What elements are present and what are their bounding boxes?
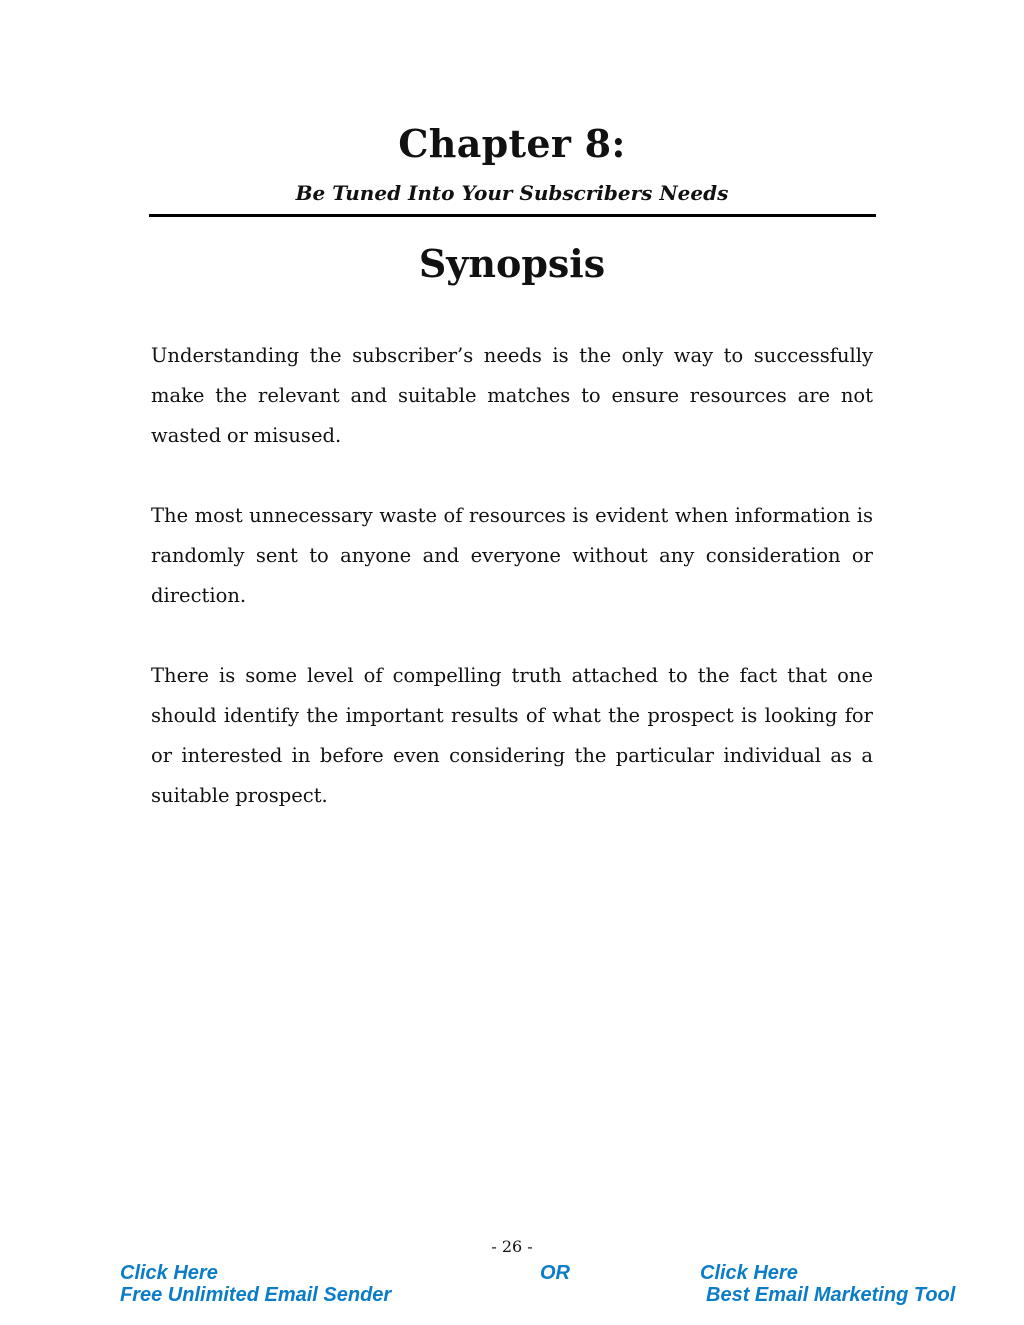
footer-email-marketing-tool-link[interactable]: Best Email Marketing Tool [706, 1284, 956, 1306]
paragraph: Understanding the subscriber’s needs is the only way to successfully make the relevant and suitable matches to ensure resources are not wasted or misused. [151, 344, 873, 447]
title-divider [149, 214, 876, 217]
chapter-subtitle: Be Tuned Into Your Subscribers Needs [295, 181, 729, 205]
page-number: - 26 - [491, 1237, 533, 1256]
footer-free-email-sender-link[interactable]: Free Unlimited Email Sender [120, 1284, 392, 1306]
body-text [151, 336, 873, 856]
chapter-title: Chapter 8: [398, 121, 626, 166]
paragraph: There is some level of compelling truth attached to the fact that one should identify the important results of what the prospect is looking for or interested in before even considering the particular individual as a suitable prospect. [151, 664, 873, 807]
paragraph: The most unnecessary waste of resources is evident when information is randomly sent to anyone and everyone without any consideration or direction. [151, 504, 873, 607]
footer-left-click-here-link[interactable]: Click Here [120, 1262, 218, 1284]
footer-or-separator: OR [540, 1262, 570, 1284]
footer-right-click-here-link[interactable]: Click Here [700, 1262, 798, 1284]
section-heading: Synopsis [418, 241, 606, 286]
